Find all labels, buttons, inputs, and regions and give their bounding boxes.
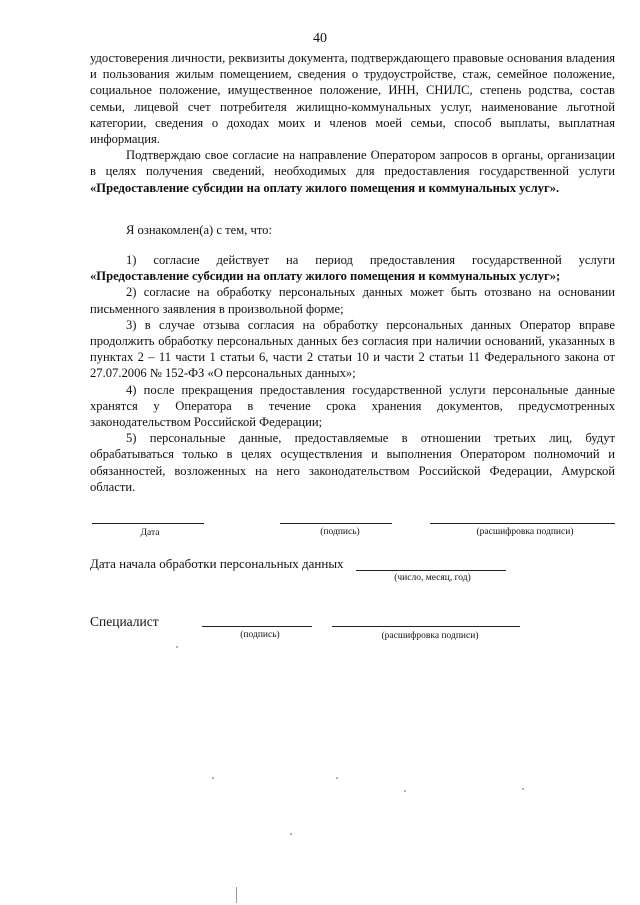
specialist-decoding-line — [332, 626, 520, 627]
processing-start-line — [356, 570, 506, 571]
date-line — [92, 523, 204, 524]
processing-start-label: Дата начала обработки персональных данных — [90, 556, 344, 571]
signature-label: (подпись) — [320, 527, 360, 537]
scan-speck — [290, 833, 292, 835]
processing-start-hint: (число, месяц, год) — [394, 573, 471, 583]
service-name-bold: «Предоставление субсидии на оплату жилого помещения и коммунальных услуг». — [90, 180, 560, 195]
scan-speck — [212, 777, 214, 779]
paragraph-consent-requests — [90, 147, 615, 196]
list-item-3: 3) в случае отзыва согласия на обработку персональных данных Оператор вправе продолжить обработку персональных данных без согласия при наличии оснований, указанных в пунктах 2 – 11 части 1 статьи 6, части 2 статьи 10 и части 2 статьи 11 Федерального закона от 27.07.2006 № 152-ФЗ «О персональных данных»; — [90, 317, 615, 381]
date-label: Дата — [140, 528, 160, 538]
list-item-5: 5) персональные данные, предоставляемые в отношении третьих лиц, будут обрабатываться только в целях осуществления и выполнения Оператором полномочий и обязанностей, возложенных на него законодательством Российской Федерации, Амурской области. — [90, 431, 615, 494]
decoding-line — [430, 523, 615, 524]
specialist-signature-label: (подпись) — [240, 630, 280, 640]
signature-line — [280, 523, 392, 524]
list-item-1 — [90, 252, 615, 284]
scan-speck — [404, 790, 406, 792]
list-item-1-service-bold: «Предоставление субсидии на оплату жилого помещения и коммунальных услуг»; — [90, 269, 561, 284]
specialist-decoding-label: (расшифровка подписи) — [381, 631, 479, 641]
scan-speck — [336, 777, 338, 779]
list-item-4: 4) после прекращения предоставления государственной услуги персональные данные хранятся у Оператора в течение срока хранения документов, предусмотренных законодательством Российской Федерации; — [90, 382, 615, 430]
specialist-label: Специалист — [90, 614, 159, 629]
paragraph-acknowledged: Я ознакомлен(а) с тем, что: — [126, 222, 272, 237]
list-item-2: 2) согласие на обработку персональных данных может быть отозвано на основании письменного заявления в произвольной форме; — [90, 285, 615, 316]
scan-speck — [176, 646, 178, 648]
page-number: 40 — [313, 31, 327, 46]
list-item-1-text: 1) согласие действует на период предоставления государственной услуги — [126, 253, 615, 268]
document-body — [90, 50, 615, 495]
scan-mark — [236, 887, 237, 903]
decoding-label: (расшифровка подписи) — [476, 527, 574, 537]
specialist-signature-line — [202, 626, 312, 627]
consent-requests-text: Подтверждаю свое согласие на направление Оператором запросов в органы, организации в целях получения сведений, необходимых для предоставления государственной услуги — [90, 148, 615, 179]
scan-speck — [522, 788, 524, 790]
paragraph-personal-data-list: удостоверения личности, реквизиты документа, подтверждающего правовые основания владения и пользования жилым помещением, сведения о трудоустройстве, стаж, семейное положение, социальное положение, имущественное положение, ИНН, СНИЛС, степень родства, состав семьи, лицевой счет потребителя жилищно-коммунальных услуг, наименование льготной категории, сведения о доходах моих и членов моей семьи, способ выплаты, выплатная информация. — [90, 51, 615, 147]
